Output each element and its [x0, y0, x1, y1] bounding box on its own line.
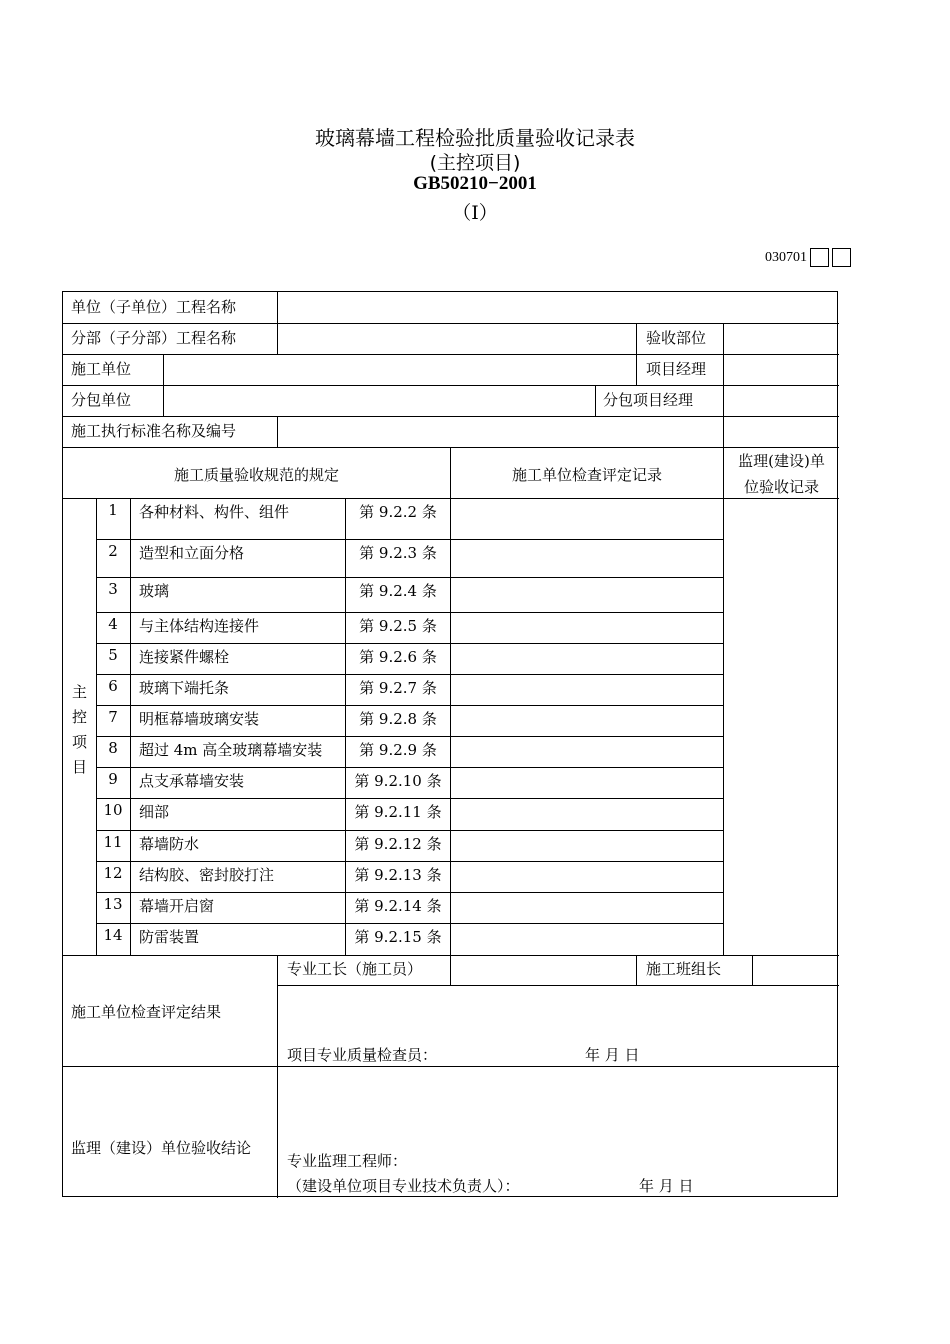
item-clause: 第 9.2.8 条 [359, 710, 437, 728]
supervision-conclusion-label: 监理（建设）单位验收结论 [71, 1139, 252, 1157]
subcontract-unit-field[interactable] [164, 386, 595, 416]
foreman-field[interactable] [451, 956, 636, 985]
construction-unit-label: 施工单位 [71, 360, 132, 378]
form-part: （Ⅰ） [452, 202, 498, 224]
item-number: 13 [103, 895, 123, 913]
main-control-group-label [72, 680, 87, 780]
item-number: 7 [108, 708, 118, 726]
item-number: 2 [108, 542, 118, 560]
unit-project-name-field[interactable] [278, 292, 839, 323]
item-check-record-field[interactable] [451, 768, 723, 798]
foreman-label: 专业工长（施工员） [287, 960, 423, 978]
unit-project-name-label: 单位（子单位）工程名称 [71, 298, 237, 316]
supervising-engineer-label: 专业监理工程师： [287, 1152, 408, 1170]
standard-name-label: 施工执行标准名称及编号 [71, 422, 237, 440]
item-name: 防雷装置 [139, 928, 200, 946]
group-label-char: 项 [72, 733, 88, 751]
item-name: 超过 4m 高全玻璃幕墙安装 [139, 741, 323, 759]
quality-inspector-label: 项目专业质量检查员： [287, 1046, 438, 1064]
item-check-record-field[interactable] [451, 799, 723, 830]
group-label-char: 控 [72, 708, 88, 726]
item-name: 点支承幕墙安装 [139, 772, 245, 790]
inspection-table [62, 291, 838, 1197]
subcontract-manager-label: 分包项目经理 [603, 391, 694, 409]
item-check-record-field[interactable] [451, 924, 723, 955]
subcontract-manager-field[interactable] [724, 386, 839, 416]
item-name: 幕墙开启窗 [139, 897, 215, 915]
project-manager-label: 项目经理 [646, 360, 707, 378]
item-clause: 第 9.2.7 条 [359, 679, 437, 697]
item-clause: 第 9.2.5 条 [359, 617, 437, 635]
item-check-record-field[interactable] [451, 540, 723, 577]
group-label-char: 目 [72, 758, 88, 776]
spec-column-header: 施工质量验收规范的规定 [173, 466, 339, 484]
item-clause: 第 9.2.4 条 [359, 582, 437, 600]
item-number: 9 [108, 770, 118, 788]
conclusion-date-label: 年 月 日 [639, 1177, 694, 1195]
item-clause: 第 9.2.10 条 [354, 772, 442, 790]
standard-code: GB50210−2001 [413, 173, 537, 194]
form-code [765, 248, 851, 267]
item-number: 4 [108, 615, 118, 633]
check-date-label: 年 月 日 [585, 1046, 640, 1064]
sub-project-name-field[interactable] [278, 324, 636, 354]
item-clause: 第 9.2.11 条 [354, 803, 442, 821]
project-manager-field[interactable] [724, 355, 839, 385]
item-check-record-field[interactable] [451, 578, 723, 612]
item-number: 12 [103, 864, 123, 882]
code-box-1[interactable] [810, 248, 829, 267]
item-clause: 第 9.2.2 条 [359, 503, 437, 521]
item-name: 各种材料、构件、组件 [139, 503, 290, 521]
item-check-record-field[interactable] [451, 862, 723, 892]
construction-check-column-header: 施工单位检查评定记录 [511, 466, 662, 484]
group-label-char: 主 [72, 683, 88, 701]
item-number: 6 [108, 677, 118, 695]
form-title: 玻璃幕墙工程检验批质量验收记录表 [315, 126, 635, 150]
item-clause: 第 9.2.12 条 [354, 835, 442, 853]
item-number: 1 [108, 501, 118, 519]
standard-name-field[interactable] [278, 417, 839, 447]
form-subtitle: (主控项目) [429, 152, 521, 174]
subcontract-unit-label: 分包单位 [71, 391, 132, 409]
owner-tech-label: （建设单位项目专业技术负责人）： [287, 1177, 520, 1195]
item-number: 8 [108, 739, 118, 757]
item-number: 3 [108, 580, 118, 598]
supervision-column-header-line2: 位验收记录 [743, 478, 819, 496]
item-check-record-field[interactable] [451, 831, 723, 861]
item-check-record-field[interactable] [451, 675, 723, 705]
item-name: 玻璃下端托条 [139, 679, 230, 697]
item-clause: 第 9.2.13 条 [354, 866, 442, 884]
code-box-2[interactable] [832, 248, 851, 267]
item-number: 5 [108, 646, 118, 664]
acceptance-part-field[interactable] [724, 324, 839, 354]
item-clause: 第 9.2.9 条 [359, 741, 437, 759]
form-code-text: 030701 [765, 249, 807, 265]
item-name: 与主体结构连接件 [139, 617, 260, 635]
item-clause: 第 9.2.14 条 [354, 897, 442, 915]
supervision-record-field[interactable] [724, 499, 839, 955]
team-leader-label: 施工班组长 [646, 960, 722, 978]
item-name: 玻璃 [139, 582, 170, 600]
item-check-record-field[interactable] [451, 737, 723, 767]
sub-project-name-label: 分部（子分部）工程名称 [71, 329, 237, 347]
item-number: 14 [103, 926, 123, 944]
item-name: 细部 [139, 803, 170, 821]
item-name: 造型和立面分格 [139, 544, 245, 562]
item-name: 结构胶、密封胶打注 [139, 866, 275, 884]
supervision-column-header-line1: 监理(建设)单 [738, 452, 825, 470]
item-clause: 第 9.2.3 条 [359, 544, 437, 562]
item-number: 11 [103, 833, 123, 851]
item-number: 10 [103, 801, 123, 819]
item-clause: 第 9.2.15 条 [354, 928, 442, 946]
item-name: 明框幕墙玻璃安装 [139, 710, 260, 728]
acceptance-part-label: 验收部位 [646, 329, 707, 347]
construction-unit-field[interactable] [164, 355, 636, 385]
item-check-record-field[interactable] [451, 893, 723, 923]
item-name: 连接紧件螺栓 [139, 648, 230, 666]
item-check-record-field[interactable] [451, 644, 723, 674]
check-result-label: 施工单位检查评定结果 [71, 1003, 222, 1021]
team-leader-field[interactable] [753, 956, 839, 985]
item-check-record-field[interactable] [451, 613, 723, 643]
item-check-record-field[interactable] [451, 499, 723, 539]
item-check-record-field[interactable] [451, 706, 723, 736]
item-clause: 第 9.2.6 条 [359, 648, 437, 666]
item-name: 幕墙防水 [139, 835, 200, 853]
